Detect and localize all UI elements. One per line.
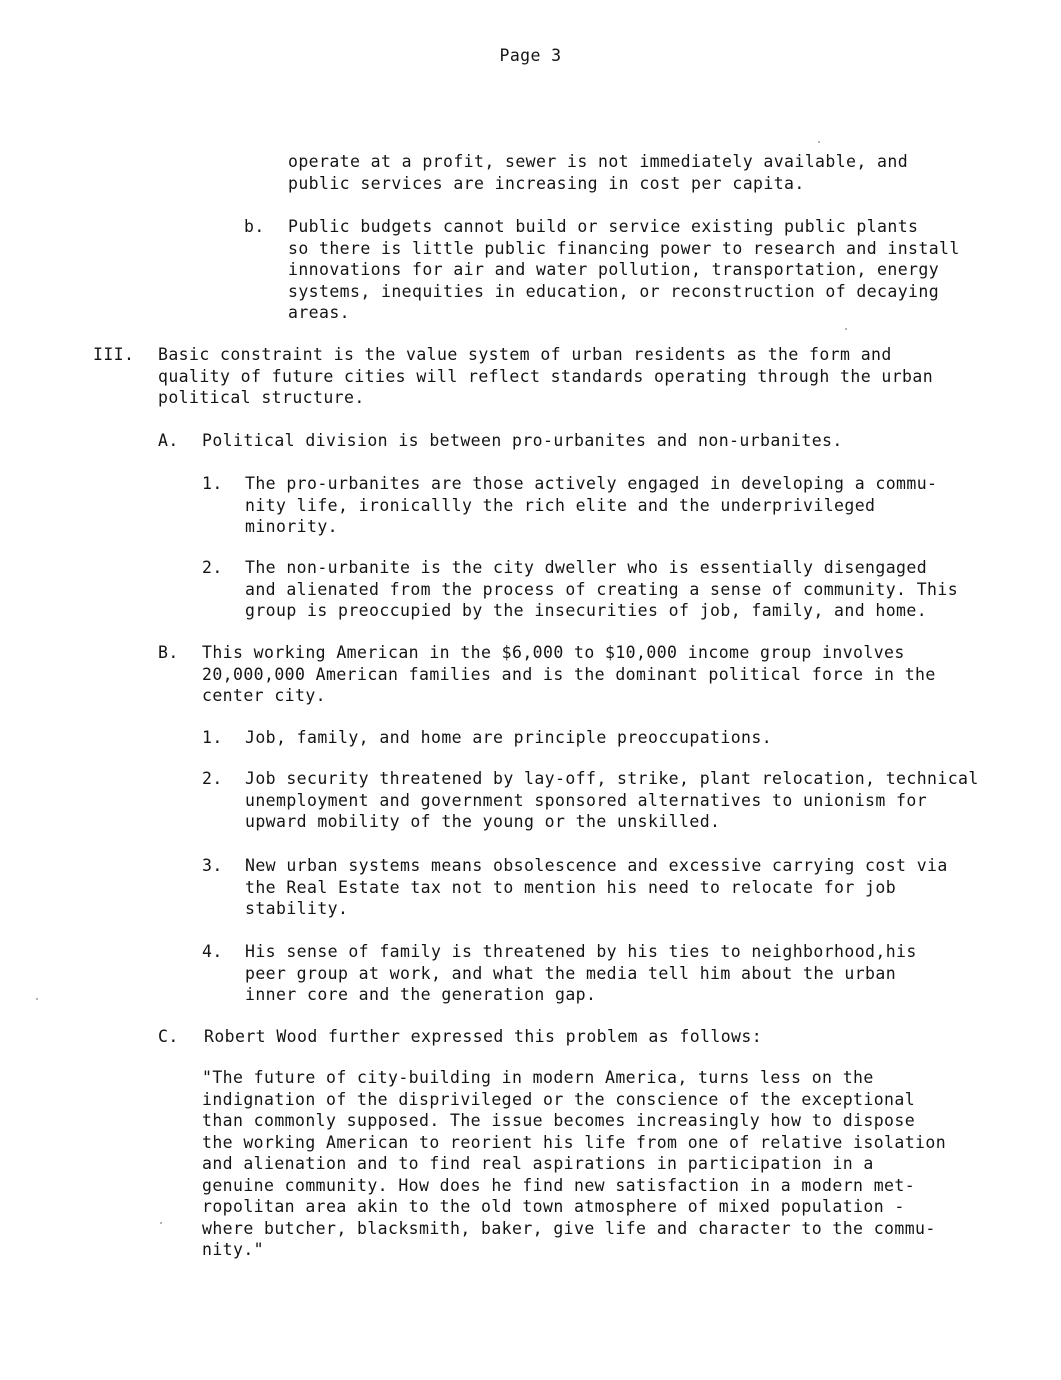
text-line: Public budgets cannot build or service existing public plants	[288, 217, 919, 236]
text-line: systems, inequities in education, or reconstruction of decaying	[288, 281, 940, 301]
text-line: New urban systems means obsolescence and excessive carrying cost via	[245, 856, 948, 875]
item-b1-text	[245, 727, 772, 749]
item-marker-b1: 1.	[202, 728, 223, 747]
text-line: Robert Wood further expressed this problem as follows:	[204, 1027, 763, 1046]
item-marker-b2: 2.	[202, 769, 223, 788]
robert-wood-quote	[202, 1067, 946, 1261]
text-line: genuine community. How does he find new satisfaction in a modern met-	[202, 1175, 916, 1195]
text-line: political structure.	[158, 388, 365, 407]
text-line: minority.	[245, 517, 339, 536]
scan-speck	[845, 328, 847, 330]
item-b3-text	[245, 855, 948, 920]
text-line: so there is little public financing power to research and install	[288, 238, 960, 258]
item-marker-b: b.	[244, 217, 265, 236]
scan-speck	[36, 998, 38, 1000]
text-line: stability.	[245, 899, 349, 918]
text-line: and alienation and to find real aspirations in participation in a	[202, 1154, 874, 1173]
text-line: areas.	[288, 303, 351, 322]
item-marker-a: A.	[158, 431, 179, 450]
text-line: The pro-urbanites are those actively engaged in developing a commu-	[245, 474, 938, 493]
item-a2-text	[245, 557, 958, 622]
text-line: peer group at work, and what the media tell him about the urban	[245, 963, 897, 983]
text-line: the working American to reorient his life from one of relative isolation	[202, 1132, 947, 1152]
text-line: public services are increasing in cost per capita.	[288, 173, 805, 193]
paragraph-b	[288, 216, 960, 324]
item-b2-text	[245, 768, 979, 833]
text-line: The non-urbanite is the city dweller who is essentially disengaged	[245, 558, 928, 577]
text-line: This working American in the $6,000 to $10,000 income group involves	[202, 643, 905, 662]
text-line: operate at a profit, sewer is not immediately available, and	[288, 152, 909, 171]
text-line: unemployment and government sponsored alternatives to unionism for	[245, 790, 928, 810]
text-line: His sense of family is threatened by his ties to neighborhood,his	[245, 942, 917, 961]
text-line: "The future of city-building in modern America, turns less on the	[202, 1068, 874, 1087]
item-marker-a2: 2.	[202, 558, 223, 577]
paragraph-a-continuation	[288, 151, 908, 194]
scan-speck	[160, 1222, 162, 1224]
text-line: and alienated from the process of creating a sense of community. This	[245, 579, 959, 599]
page-number: Page 3	[499, 46, 562, 65]
text-line: Job security threatened by lay-off, strike, plant relocation, technical	[245, 769, 979, 788]
text-line: than commonly supposed. The issue becomes increasingly how to dispose	[202, 1111, 916, 1130]
text-line: the Real Estate tax not to mention his need to relocate for job	[245, 877, 897, 897]
text-line: Job, family, and home are principle preoccupations.	[245, 728, 773, 747]
item-marker-c: C.	[158, 1027, 179, 1046]
text-line: where butcher, blacksmith, baker, give life and character to the commu-	[202, 1218, 936, 1238]
item-c-text	[204, 1026, 762, 1048]
text-line: group is preoccupied by the insecurities of job, family, and home.	[245, 601, 928, 620]
text-line: inner core and the generation gap.	[245, 985, 597, 1004]
text-line: Political division is between pro-urbanites and non-urbanites.	[202, 431, 843, 450]
item-marker-a1: 1.	[202, 474, 223, 493]
text-line: 20,000,000 American families and is the dominant political force in the	[202, 664, 936, 684]
text-line: upward mobility of the young or the unskilled.	[245, 812, 721, 831]
text-line: innovations for air and water pollution, transportation, energy	[288, 260, 940, 279]
item-marker-b4: 4.	[202, 942, 223, 961]
item-a-text	[202, 430, 843, 452]
scan-speck	[818, 141, 820, 143]
section-marker-iii: III.	[93, 345, 135, 364]
item-marker-b3: 3.	[202, 856, 223, 875]
section-iii-text	[158, 344, 933, 409]
item-marker-b-upper: B.	[158, 643, 179, 662]
item-b4-text	[245, 941, 917, 1006]
text-line: indignation of the disprivileged or the conscience of the exceptional	[202, 1089, 916, 1109]
text-line: Basic constraint is the value system of urban residents as the form and	[158, 345, 892, 364]
item-b-text	[202, 642, 936, 707]
item-a1-text	[245, 473, 937, 538]
text-line: center city.	[202, 686, 327, 705]
text-line: quality of future cities will reflect standards operating through the urban	[158, 366, 934, 386]
text-line: nity."	[202, 1240, 265, 1259]
text-line: nity life, ironicallly the rich elite and the underprivileged	[245, 495, 876, 515]
text-line: ropolitan area akin to the old town atmosphere of mixed population -	[202, 1197, 905, 1216]
